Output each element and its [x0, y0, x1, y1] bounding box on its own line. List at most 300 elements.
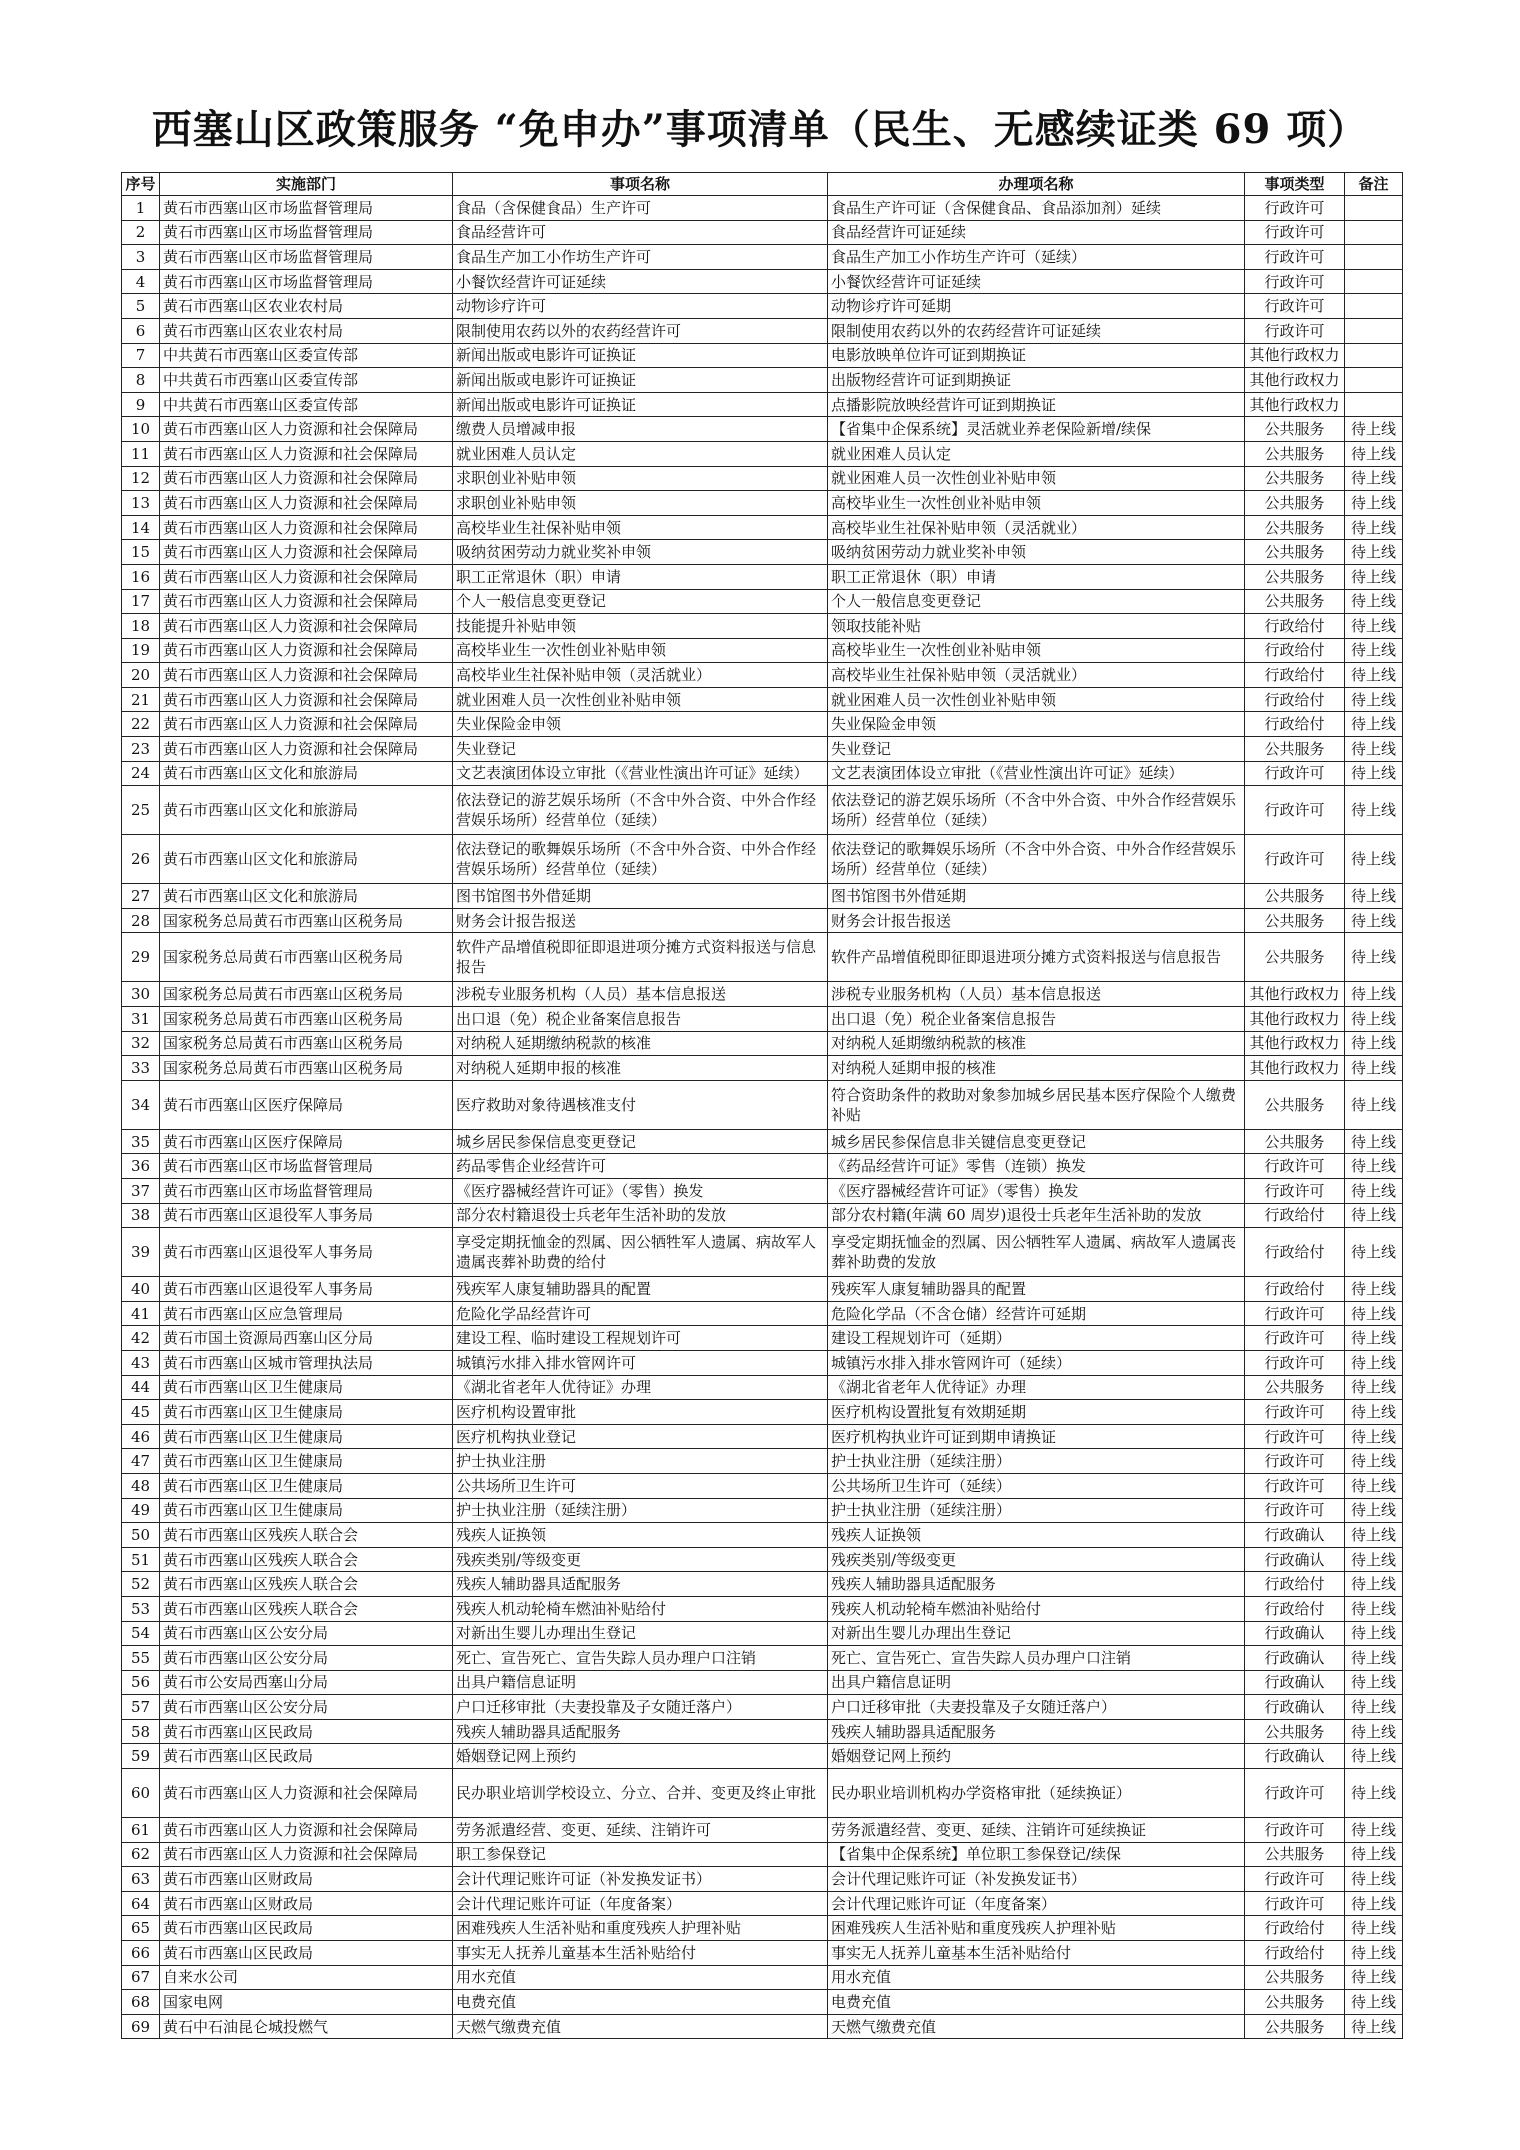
cell-proc: 危险化学品（不含仓储）经营许可延期	[828, 1301, 1245, 1326]
cell-proc: 用水充值	[828, 1965, 1245, 1990]
cell-type: 行政许可	[1245, 1449, 1345, 1474]
cell-no: 22	[122, 712, 160, 737]
cell-proc: 依法登记的歌舞娱乐场所（不含中外合资、中外合作经营娱乐场所）经营单位（延续）	[828, 835, 1245, 884]
cell-type: 行政给付	[1245, 1572, 1345, 1597]
table-row	[122, 1572, 1403, 1597]
cell-type: 其他行政权力	[1245, 982, 1345, 1007]
table-row	[122, 1301, 1403, 1326]
cell-no: 50	[122, 1523, 160, 1548]
table-row	[122, 515, 1403, 540]
cell-note: 待上线	[1345, 1670, 1403, 1695]
cell-type: 行政确认	[1245, 1523, 1345, 1548]
cell-note: 待上线	[1345, 1744, 1403, 1769]
cell-no: 28	[122, 908, 160, 933]
cell-dept: 黄石市西塞山区人力资源和社会保障局	[160, 441, 453, 466]
cell-no: 64	[122, 1891, 160, 1916]
cell-type: 行政许可	[1245, 1498, 1345, 1523]
cell-no: 23	[122, 737, 160, 762]
cell-proc: 失业登记	[828, 737, 1245, 762]
cell-dept: 黄石市西塞山区卫生健康局	[160, 1473, 453, 1498]
cell-dept: 黄石市西塞山区人力资源和社会保障局	[160, 417, 453, 442]
cell-type: 其他行政权力	[1245, 1007, 1345, 1032]
table-header-row	[122, 173, 1403, 196]
cell-no: 13	[122, 491, 160, 516]
table-row	[122, 1769, 1403, 1818]
cell-no: 56	[122, 1670, 160, 1695]
cell-name: 出具户籍信息证明	[453, 1670, 828, 1695]
cell-note: 待上线	[1345, 1424, 1403, 1449]
cell-name: 死亡、宣告死亡、宣告失踪人员办理户口注销	[453, 1646, 828, 1671]
cell-type: 公共服务	[1245, 515, 1345, 540]
cell-type: 行政许可	[1245, 294, 1345, 319]
cell-no: 41	[122, 1301, 160, 1326]
cell-type: 公共服务	[1245, 564, 1345, 589]
table-row	[122, 1154, 1403, 1179]
cell-no: 67	[122, 1965, 160, 1990]
cell-name: 劳务派遣经营、变更、延续、注销许可	[453, 1818, 828, 1843]
cell-no: 37	[122, 1179, 160, 1204]
cell-no: 57	[122, 1695, 160, 1720]
cell-no: 49	[122, 1498, 160, 1523]
table-row	[122, 835, 1403, 884]
cell-proc: 图书馆图书外借延期	[828, 884, 1245, 909]
cell-no: 43	[122, 1350, 160, 1375]
cell-name: 城镇污水排入排水管网许可	[453, 1350, 828, 1375]
cell-no: 10	[122, 417, 160, 442]
cell-note: 待上线	[1345, 1621, 1403, 1646]
cell-type: 其他行政权力	[1245, 392, 1345, 417]
cell-name: 部分农村籍退役士兵老年生活补助的发放	[453, 1203, 828, 1228]
cell-no: 52	[122, 1572, 160, 1597]
cell-no: 58	[122, 1719, 160, 1744]
cell-note: 待上线	[1345, 884, 1403, 909]
table-row	[122, 908, 1403, 933]
cell-name: 天燃气缴费充值	[453, 2014, 828, 2039]
cell-name: 城乡居民参保信息变更登记	[453, 1129, 828, 1154]
cell-note: 待上线	[1345, 1990, 1403, 2015]
cell-type: 行政确认	[1245, 1646, 1345, 1671]
cell-name: 婚姻登记网上预约	[453, 1744, 828, 1769]
cell-name: 医疗机构设置审批	[453, 1400, 828, 1425]
table-row	[122, 1596, 1403, 1621]
table-row	[122, 663, 1403, 688]
table-row	[122, 269, 1403, 294]
cell-name: 新闻出版或电影许可证换证	[453, 343, 828, 368]
table-row	[122, 737, 1403, 762]
cell-proc: 电费充值	[828, 1990, 1245, 2015]
cell-proc: 高校毕业生一次性创业补贴申领	[828, 638, 1245, 663]
cell-note: 待上线	[1345, 1818, 1403, 1843]
cell-type: 公共服务	[1245, 540, 1345, 565]
cell-no: 1	[122, 196, 160, 221]
cell-name: 高校毕业生社保补贴申领	[453, 515, 828, 540]
table-row	[122, 712, 1403, 737]
cell-type: 行政许可	[1245, 1818, 1345, 1843]
cell-name: 求职创业补贴申领	[453, 466, 828, 491]
cell-dept: 中共黄石市西塞山区委宣传部	[160, 343, 453, 368]
table-row	[122, 1891, 1403, 1916]
cell-no: 4	[122, 269, 160, 294]
cell-proc: 食品生产许可证（含保健食品、食品添加剂）延续	[828, 196, 1245, 221]
table-row	[122, 220, 1403, 245]
table-row	[122, 1056, 1403, 1081]
cell-dept: 黄石市西塞山区人力资源和社会保障局	[160, 540, 453, 565]
cell-dept: 国家税务总局黄石市西塞山区税务局	[160, 1056, 453, 1081]
cell-note: 待上线	[1345, 1449, 1403, 1474]
cell-proc: 就业困难人员认定	[828, 441, 1245, 466]
table-row	[122, 1203, 1403, 1228]
cell-no: 7	[122, 343, 160, 368]
cell-name: 失业保险金申领	[453, 712, 828, 737]
cell-proc: 对新出生婴儿办理出生登记	[828, 1621, 1245, 1646]
cell-type: 行政许可	[1245, 761, 1345, 786]
cell-note: 待上线	[1345, 1154, 1403, 1179]
cell-dept: 黄石市西塞山区财政局	[160, 1891, 453, 1916]
cell-dept: 国家税务总局黄石市西塞山区税务局	[160, 908, 453, 933]
cell-name: 民办职业培训学校设立、分立、合并、变更及终止审批	[453, 1769, 828, 1818]
cell-name: 药品零售企业经营许可	[453, 1154, 828, 1179]
cell-note	[1345, 392, 1403, 417]
cell-no: 26	[122, 835, 160, 884]
cell-note: 待上线	[1345, 1301, 1403, 1326]
cell-name: 事实无人抚养儿童基本生活补贴给付	[453, 1941, 828, 1966]
cell-type: 行政给付	[1245, 1596, 1345, 1621]
cell-proc: 残疾人证换领	[828, 1523, 1245, 1548]
cell-name: 食品（含保健食品）生产许可	[453, 196, 828, 221]
cell-proc: 劳务派遣经营、变更、延续、注销许可延续换证	[828, 1818, 1245, 1843]
table-row	[122, 1990, 1403, 2015]
cell-no: 38	[122, 1203, 160, 1228]
cell-proc: 建设工程规划许可（延期）	[828, 1326, 1245, 1351]
cell-name: 就业困难人员一次性创业补贴申领	[453, 687, 828, 712]
cell-proc: 天燃气缴费充值	[828, 2014, 1245, 2039]
cell-proc: 死亡、宣告死亡、宣告失踪人员办理户口注销	[828, 1646, 1245, 1671]
cell-no: 40	[122, 1277, 160, 1302]
cell-no: 45	[122, 1400, 160, 1425]
table-row	[122, 1719, 1403, 1744]
cell-type: 行政确认	[1245, 1621, 1345, 1646]
cell-dept: 黄石市西塞山区人力资源和社会保障局	[160, 589, 453, 614]
cell-type: 行政给付	[1245, 1203, 1345, 1228]
cell-type: 行政确认	[1245, 1547, 1345, 1572]
cell-no: 14	[122, 515, 160, 540]
cell-type: 行政许可	[1245, 1154, 1345, 1179]
cell-type: 行政给付	[1245, 614, 1345, 639]
cell-proc: 就业困难人员一次性创业补贴申领	[828, 687, 1245, 712]
cell-note: 待上线	[1345, 564, 1403, 589]
cell-note: 待上线	[1345, 786, 1403, 835]
cell-note: 待上线	[1345, 1031, 1403, 1056]
cell-dept: 黄石市西塞山区残疾人联合会	[160, 1547, 453, 1572]
cell-note: 待上线	[1345, 1867, 1403, 1892]
cell-note: 待上线	[1345, 540, 1403, 565]
cell-no: 19	[122, 638, 160, 663]
cell-type: 公共服务	[1245, 589, 1345, 614]
cell-note: 待上线	[1345, 663, 1403, 688]
cell-proc: 高校毕业生一次性创业补贴申领	[828, 491, 1245, 516]
cell-dept: 黄石市西塞山区农业农村局	[160, 294, 453, 319]
cell-no: 36	[122, 1154, 160, 1179]
cell-proc: 限制使用农药以外的农药经营许可证延续	[828, 318, 1245, 343]
cell-name: 依法登记的歌舞娱乐场所（不含中外合资、中外合作经营娱乐场所）经营单位（延续）	[453, 835, 828, 884]
table-row	[122, 761, 1403, 786]
table-row	[122, 294, 1403, 319]
header-dept: 实施部门	[160, 173, 453, 196]
cell-note: 待上线	[1345, 1523, 1403, 1548]
cell-no: 53	[122, 1596, 160, 1621]
cell-no: 33	[122, 1056, 160, 1081]
cell-type: 公共服务	[1245, 884, 1345, 909]
cell-dept: 黄石市西塞山区民政局	[160, 1744, 453, 1769]
cell-name: 依法登记的游艺娱乐场所（不含中外合资、中外合作经营娱乐场所）经营单位（延续）	[453, 786, 828, 835]
cell-proc: 【省集中企保系统】灵活就业养老保险新增/续保	[828, 417, 1245, 442]
table-row	[122, 1080, 1403, 1129]
cell-no: 34	[122, 1080, 160, 1129]
cell-dept: 黄石市西塞山区文化和旅游局	[160, 884, 453, 909]
cell-dept: 黄石市国土资源局西塞山区分局	[160, 1326, 453, 1351]
table-row	[122, 196, 1403, 221]
cell-note: 待上线	[1345, 737, 1403, 762]
table-row	[122, 1498, 1403, 1523]
cell-type: 行政许可	[1245, 269, 1345, 294]
cell-proc: 护士执业注册（延续注册）	[828, 1449, 1245, 1474]
cell-dept: 黄石市西塞山区人力资源和社会保障局	[160, 614, 453, 639]
cell-no: 27	[122, 884, 160, 909]
cell-type: 公共服务	[1245, 1842, 1345, 1867]
cell-name: 残疾人辅助器具适配服务	[453, 1572, 828, 1597]
cell-dept: 黄石市西塞山区人力资源和社会保障局	[160, 687, 453, 712]
cell-proc: 【省集中企保系统】单位职工参保登记/续保	[828, 1842, 1245, 1867]
cell-dept: 黄石市西塞山区文化和旅游局	[160, 835, 453, 884]
cell-type: 行政许可	[1245, 1424, 1345, 1449]
cell-proc: 文艺表演团体设立审批（《营业性演出许可证》延续）	[828, 761, 1245, 786]
cell-proc: 点播影院放映经营许可证到期换证	[828, 392, 1245, 417]
cell-dept: 黄石市西塞山区文化和旅游局	[160, 761, 453, 786]
cell-type: 公共服务	[1245, 1719, 1345, 1744]
cell-note: 待上线	[1345, 1769, 1403, 1818]
cell-dept: 中共黄石市西塞山区委宣传部	[160, 368, 453, 393]
cell-proc: 医疗机构执业许可证到期申请换证	[828, 1424, 1245, 1449]
cell-dept: 黄石市西塞山区城市管理执法局	[160, 1350, 453, 1375]
cell-proc: 享受定期抚恤金的烈属、因公牺牲军人遗属、病故军人遗属丧葬补助费的发放	[828, 1228, 1245, 1277]
cell-proc: 残疾军人康复辅助器具的配置	[828, 1277, 1245, 1302]
table-row	[122, 1031, 1403, 1056]
cell-name: 医疗救助对象待遇核准支付	[453, 1080, 828, 1129]
cell-name: 用水充值	[453, 1965, 828, 1990]
cell-dept: 国家税务总局黄石市西塞山区税务局	[160, 982, 453, 1007]
cell-proc: 吸纳贫困劳动力就业奖补申领	[828, 540, 1245, 565]
table-row	[122, 392, 1403, 417]
cell-name: 限制使用农药以外的农药经营许可	[453, 318, 828, 343]
cell-note: 待上线	[1345, 1916, 1403, 1941]
table-row	[122, 1916, 1403, 1941]
cell-proc: 食品生产加工小作坊生产许可（延续）	[828, 245, 1245, 270]
cell-dept: 自来水公司	[160, 1965, 453, 1990]
cell-note: 待上线	[1345, 761, 1403, 786]
cell-type: 公共服务	[1245, 1129, 1345, 1154]
cell-name: 就业困难人员认定	[453, 441, 828, 466]
table-row	[122, 1818, 1403, 1843]
cell-note: 待上线	[1345, 1350, 1403, 1375]
cell-dept: 黄石市西塞山区退役军人事务局	[160, 1228, 453, 1277]
cell-name: 软件产品增值税即征即退进项分摊方式资料报送与信息报告	[453, 933, 828, 982]
table-row	[122, 417, 1403, 442]
cell-note: 待上线	[1345, 687, 1403, 712]
cell-type: 公共服务	[1245, 2014, 1345, 2039]
cell-name: 残疾军人康复辅助器具的配置	[453, 1277, 828, 1302]
cell-name: 出口退（免）税企业备案信息报告	[453, 1007, 828, 1032]
cell-note: 待上线	[1345, 515, 1403, 540]
cell-proc: 残疾人机动轮椅车燃油补贴给付	[828, 1596, 1245, 1621]
table-row	[122, 638, 1403, 663]
cell-no: 47	[122, 1449, 160, 1474]
cell-name: 会计代理记账许可证（年度备案）	[453, 1891, 828, 1916]
cell-no: 63	[122, 1867, 160, 1892]
cell-dept: 黄石市西塞山区残疾人联合会	[160, 1572, 453, 1597]
cell-note: 待上线	[1345, 1646, 1403, 1671]
cell-type: 公共服务	[1245, 441, 1345, 466]
cell-note: 待上线	[1345, 1473, 1403, 1498]
cell-no: 42	[122, 1326, 160, 1351]
cell-proc: 领取技能补贴	[828, 614, 1245, 639]
cell-note: 待上线	[1345, 1129, 1403, 1154]
table-row	[122, 982, 1403, 1007]
cell-proc: 对纳税人延期缴纳税款的核准	[828, 1031, 1245, 1056]
cell-type: 行政给付	[1245, 1916, 1345, 1941]
cell-proc: 困难残疾人生活补贴和重度残疾人护理补贴	[828, 1916, 1245, 1941]
table-row	[122, 589, 1403, 614]
table-row	[122, 1179, 1403, 1204]
cell-dept: 黄石市西塞山区退役军人事务局	[160, 1203, 453, 1228]
cell-name: 残疾类别/等级变更	[453, 1547, 828, 1572]
cell-proc: 出版物经营许可证到期换证	[828, 368, 1245, 393]
cell-no: 48	[122, 1473, 160, 1498]
cell-type: 公共服务	[1245, 908, 1345, 933]
cell-dept: 黄石市西塞山区医疗保障局	[160, 1129, 453, 1154]
table-row	[122, 1424, 1403, 1449]
cell-note: 待上线	[1345, 614, 1403, 639]
cell-dept: 黄石市西塞山区公安分局	[160, 1621, 453, 1646]
cell-name: 个人一般信息变更登记	[453, 589, 828, 614]
cell-type: 公共服务	[1245, 417, 1345, 442]
table-row	[122, 1867, 1403, 1892]
cell-note	[1345, 245, 1403, 270]
cell-proc: 失业保险金申领	[828, 712, 1245, 737]
cell-type: 行政确认	[1245, 1744, 1345, 1769]
cell-note: 待上线	[1345, 1941, 1403, 1966]
table-row	[122, 1744, 1403, 1769]
table-row	[122, 786, 1403, 835]
cell-name: 动物诊疗许可	[453, 294, 828, 319]
cell-type: 行政许可	[1245, 1769, 1345, 1818]
table-row	[122, 441, 1403, 466]
cell-type: 行政给付	[1245, 638, 1345, 663]
cell-type: 其他行政权力	[1245, 1031, 1345, 1056]
cell-name: 图书馆图书外借延期	[453, 884, 828, 909]
cell-dept: 黄石市西塞山区民政局	[160, 1941, 453, 1966]
table-row	[122, 1228, 1403, 1277]
cell-name: 高校毕业生社保补贴申领（灵活就业）	[453, 663, 828, 688]
cell-dept: 黄石市西塞山区公安分局	[160, 1695, 453, 1720]
cell-name: 残疾人辅助器具适配服务	[453, 1719, 828, 1744]
cell-dept: 黄石市西塞山区市场监督管理局	[160, 196, 453, 221]
cell-note: 待上线	[1345, 908, 1403, 933]
cell-proc: 会计代理记账许可证（年度备案）	[828, 1891, 1245, 1916]
cell-type: 行政给付	[1245, 1228, 1345, 1277]
cell-name: 对新出生婴儿办理出生登记	[453, 1621, 828, 1646]
cell-proc: 医疗机构设置批复有效期延期	[828, 1400, 1245, 1425]
cell-note: 待上线	[1345, 1375, 1403, 1400]
cell-dept: 黄石市西塞山区市场监督管理局	[160, 245, 453, 270]
cell-name: 残疾人证换领	[453, 1523, 828, 1548]
cell-name: 护士执业注册	[453, 1449, 828, 1474]
cell-note: 待上线	[1345, 1891, 1403, 1916]
table-row	[122, 1547, 1403, 1572]
cell-name: 《湖北省老年人优待证》办理	[453, 1375, 828, 1400]
cell-proc: 公共场所卫生许可（延续）	[828, 1473, 1245, 1498]
cell-note: 待上线	[1345, 491, 1403, 516]
cell-note	[1345, 343, 1403, 368]
cell-type: 行政给付	[1245, 1941, 1345, 1966]
cell-no: 30	[122, 982, 160, 1007]
table-row	[122, 1941, 1403, 1966]
cell-proc: 符合资助条件的救助对象参加城乡居民基本医疗保险个人缴费补贴	[828, 1080, 1245, 1129]
cell-note: 待上线	[1345, 1080, 1403, 1129]
cell-proc: 残疾人辅助器具适配服务	[828, 1572, 1245, 1597]
cell-name: 失业登记	[453, 737, 828, 762]
cell-no: 5	[122, 294, 160, 319]
cell-dept: 黄石市西塞山区公安分局	[160, 1646, 453, 1671]
cell-no: 39	[122, 1228, 160, 1277]
cell-note: 待上线	[1345, 1179, 1403, 1204]
cell-name: 新闻出版或电影许可证换证	[453, 392, 828, 417]
cell-no: 44	[122, 1375, 160, 1400]
cell-type: 行政许可	[1245, 1301, 1345, 1326]
cell-no: 35	[122, 1129, 160, 1154]
cell-dept: 黄石市西塞山区人力资源和社会保障局	[160, 737, 453, 762]
cell-type: 公共服务	[1245, 933, 1345, 982]
cell-note: 待上线	[1345, 1203, 1403, 1228]
cell-name: 对纳税人延期申报的核准	[453, 1056, 828, 1081]
cell-proc: 依法登记的游艺娱乐场所（不含中外合资、中外合作经营娱乐场所）经营单位（延续）	[828, 786, 1245, 835]
table-row	[122, 318, 1403, 343]
cell-note: 待上线	[1345, 417, 1403, 442]
cell-note: 待上线	[1345, 1498, 1403, 1523]
cell-dept: 黄石市公安局西塞山分局	[160, 1670, 453, 1695]
cell-note: 待上线	[1345, 1056, 1403, 1081]
cell-type: 公共服务	[1245, 1375, 1345, 1400]
cell-note: 待上线	[1345, 712, 1403, 737]
cell-note: 待上线	[1345, 1547, 1403, 1572]
cell-no: 20	[122, 663, 160, 688]
cell-note: 待上线	[1345, 1695, 1403, 1720]
cell-note	[1345, 269, 1403, 294]
cell-type: 公共服务	[1245, 491, 1345, 516]
cell-name: 技能提升补贴申领	[453, 614, 828, 639]
cell-no: 59	[122, 1744, 160, 1769]
cell-name: 对纳税人延期缴纳税款的核准	[453, 1031, 828, 1056]
cell-proc: 财务会计报告报送	[828, 908, 1245, 933]
table-row	[122, 933, 1403, 982]
cell-dept: 黄石市西塞山区人力资源和社会保障局	[160, 564, 453, 589]
cell-no: 2	[122, 220, 160, 245]
cell-note: 待上线	[1345, 2014, 1403, 2039]
cell-type: 公共服务	[1245, 737, 1345, 762]
cell-name: 新闻出版或电影许可证换证	[453, 368, 828, 393]
cell-no: 51	[122, 1547, 160, 1572]
cell-note: 待上线	[1345, 589, 1403, 614]
cell-proc: 婚姻登记网上预约	[828, 1744, 1245, 1769]
